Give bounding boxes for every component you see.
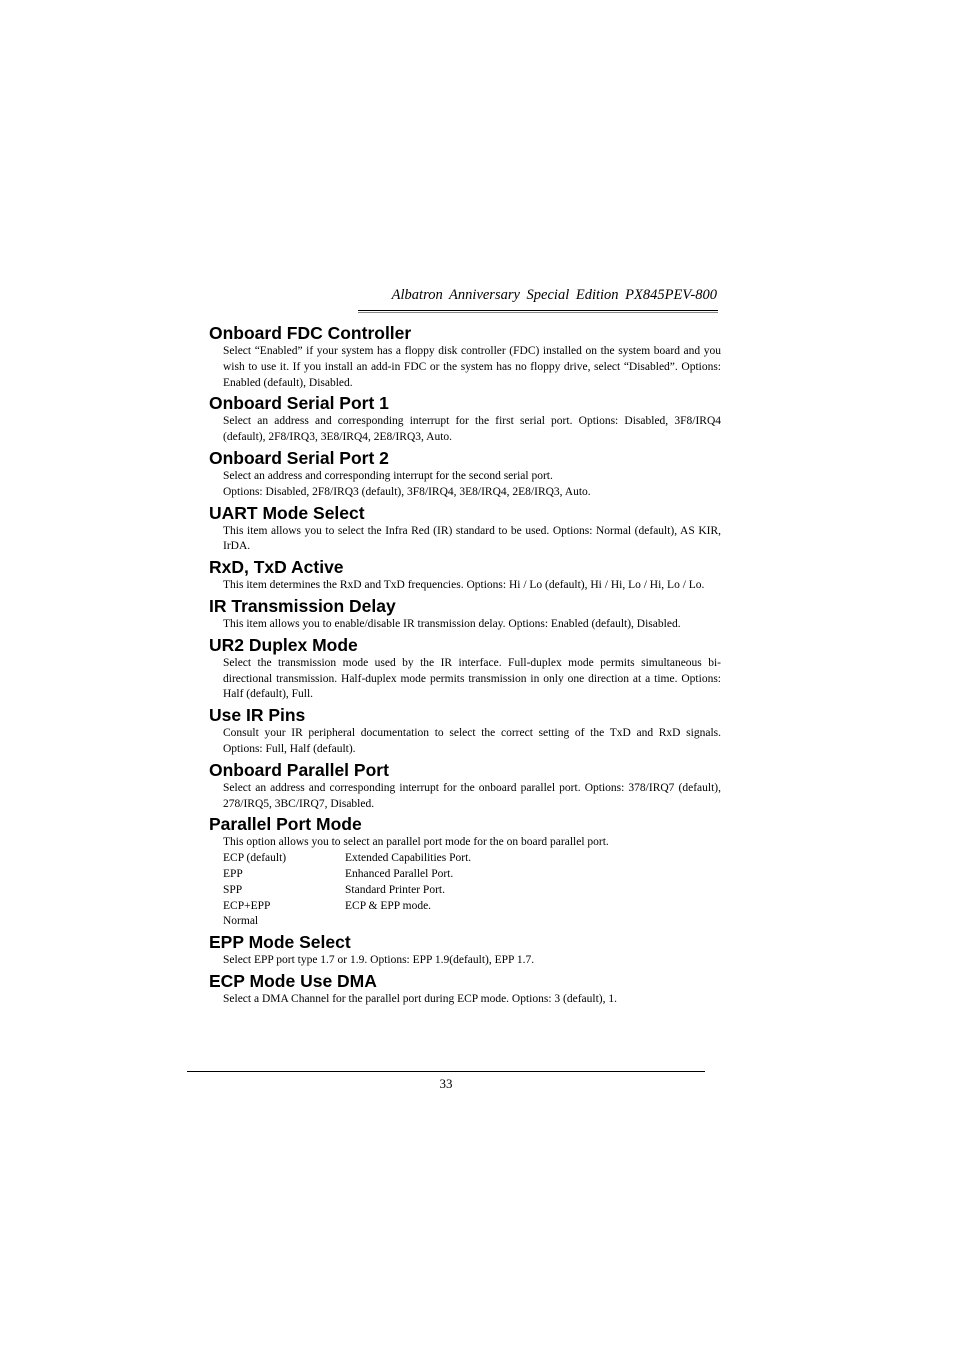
section-heading: UR2 Duplex Mode xyxy=(209,634,358,655)
section-uart-mode-select xyxy=(209,502,721,556)
section-heading: Parallel Port Mode xyxy=(209,814,362,835)
section-ecp-mode-use-dma xyxy=(209,970,721,1008)
section-heading: RxD, TxD Active xyxy=(209,557,344,578)
section-heading: ECP Mode Use DMA xyxy=(209,970,377,991)
section-onboard-parallel-port xyxy=(209,759,721,813)
footer-rule xyxy=(187,1071,705,1072)
section-heading: Use IR Pins xyxy=(209,705,306,726)
parallel-mode-table xyxy=(223,851,721,930)
mode-name: ECP (default) xyxy=(223,852,287,865)
table-row xyxy=(223,851,721,867)
table-row xyxy=(223,867,721,883)
section-ur2-duplex-mode xyxy=(209,634,721,703)
mode-name: ECP+EPP xyxy=(223,899,271,912)
section-epp-mode-select xyxy=(209,931,721,969)
section-onboard-serial-port-1 xyxy=(209,392,721,446)
section-heading: Onboard Serial Port 2 xyxy=(209,447,389,468)
mode-description: ECP & EPP mode. xyxy=(345,899,432,912)
mode-name: Normal xyxy=(223,915,259,928)
section-heading: EPP Mode Select xyxy=(209,932,351,953)
section-ir-transmission-delay xyxy=(209,595,721,633)
mode-description: Extended Capabilities Port. xyxy=(345,852,472,865)
table-row xyxy=(223,899,721,915)
table-row xyxy=(223,883,721,899)
section-text: This option allows you to select an parallel port mode for the on board parallel port. xyxy=(223,836,609,849)
header-rule xyxy=(358,310,718,311)
section-parallel-port-mode xyxy=(209,813,721,930)
mode-description: Enhanced Parallel Port. xyxy=(345,867,454,880)
section-onboard-serial-port-2 xyxy=(209,447,721,501)
section-text: Select the transmission mode used by the IR interface. Full-duplex mode permits simultaneous bi-directional transmission. Half-duplex mode permits transmission in only one direction at a time. Options: Half (default), Full. xyxy=(223,656,721,701)
page-content xyxy=(209,322,721,1009)
section-text: This item determines the RxD and TxD frequencies. Options: Hi / Lo (default), Hi / Hi, Lo / Hi, Lo / Lo. xyxy=(223,579,705,592)
section-onboard-fdc-controller xyxy=(209,322,721,391)
running-header: Albatron Anniversary Special Edition PX845PEV-800 xyxy=(391,287,717,303)
section-heading: Onboard FDC Controller xyxy=(209,323,412,343)
section-text-options: Options: Disabled, 2F8/IRQ3 (default), 3F8/IRQ4, 3E8/IRQ4, 2E8/IRQ3, Auto. xyxy=(223,485,591,498)
section-heading: Onboard Parallel Port xyxy=(209,759,389,780)
page-number: 33 xyxy=(439,1076,453,1091)
section-text: Select an address and corresponding interrupt for the first serial port. Options: Disabled, 3F8/IRQ4 (default), 2F8/IRQ3, 3E8/IRQ4, 2E8/IRQ3, Auto. xyxy=(223,415,721,444)
mode-description: Standard Printer Port. xyxy=(345,883,445,896)
section-text: This item allows you to select the Infra Red (IR) standard to be used. Options: Normal (default), AS KIR, IrDA. xyxy=(223,524,721,553)
section-text: Select a DMA Channel for the parallel port during ECP mode. Options: 3 (default), 1. xyxy=(223,992,618,1005)
section-text: Consult your IR peripheral documentation to select the correct setting of the TxD and RxD signals. Options: Full, Half (default). xyxy=(223,727,721,755)
section-text: Select an address and corresponding interrupt for the onboard parallel port. Options: 378/IRQ7 (default), 278/IRQ5, 3BC/IRQ7, Disabled. xyxy=(223,781,721,810)
section-text: Select EPP port type 1.7 or 1.9. Options: EPP 1.9(default), EPP 1.7. xyxy=(223,954,535,967)
section-text: This item allows you to enable/disable IR transmission delay. Options: Enabled (default), Disabled. xyxy=(223,617,681,630)
section-heading: Onboard Serial Port 1 xyxy=(209,393,389,414)
section-text: Select an address and corresponding interrupt for the second serial port. xyxy=(223,469,553,482)
mode-name: EPP xyxy=(223,867,243,880)
section-use-ir-pins xyxy=(209,704,721,758)
table-row xyxy=(223,914,721,930)
section-rxd-txd-active xyxy=(209,556,721,594)
section-heading: IR Transmission Delay xyxy=(209,595,396,616)
section-text: Select “Enabled” if your system has a floppy disk controller (FDC) installed on the system board and you wish to use it. If you install an add-in FDC or the system has no floppy drive, select “Disabled”. Options: Enabled (default), Disabled. xyxy=(223,345,721,389)
header-rule-shadow xyxy=(358,312,718,313)
mode-name: SPP xyxy=(223,883,243,896)
section-heading: UART Mode Select xyxy=(209,502,365,523)
